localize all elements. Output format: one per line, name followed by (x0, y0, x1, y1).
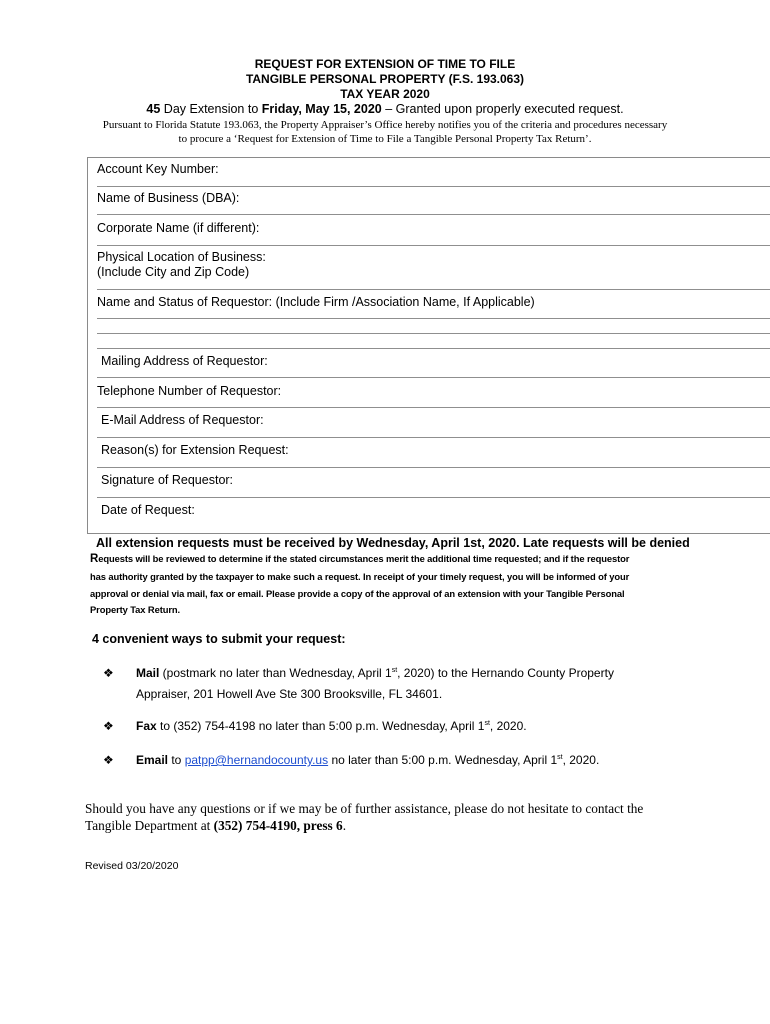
closing-line-2 (85, 817, 643, 834)
contact-phone: (352) 754-4190, press 6 (213, 818, 343, 833)
statute-notice-line-2: to procure a ‘Request for Extension of Time to File a Tangible Personal Property Tax Return’. (178, 133, 592, 145)
mailing-address-label: Mailing Address of Requestor: (101, 354, 268, 368)
review-text-line-1 (90, 551, 629, 567)
corporate-name-field[interactable] (97, 245, 770, 246)
email-method-label: Email (136, 753, 169, 767)
review-drop-letter: R (90, 553, 99, 565)
form-title-line-1: REQUEST FOR EXTENSION OF TIME TO FILE (254, 57, 516, 71)
diamond-bullet-icon: ❖ (103, 719, 114, 733)
extension-days: 45 (146, 102, 161, 116)
corporate-name-label: Corporate Name (if different): (97, 221, 260, 235)
closing-period: . (342, 818, 347, 833)
diamond-bullet-icon: ❖ (103, 753, 114, 767)
review-text-line-4: Property Tax Return. (90, 604, 181, 615)
mail-method-text-b: , 2020) to the Hernando County Property (397, 666, 614, 680)
fax-method-label: Fax (136, 719, 157, 733)
requestor-name-label: Name and Status of Requestor: (Include Firm /Association Name, If Applicable) (97, 295, 535, 309)
business-name-field[interactable] (97, 214, 770, 215)
closing-paragraph (85, 800, 643, 834)
email-address-link[interactable]: patpp@hernandocounty.us (184, 753, 329, 767)
extension-tail: – Granted upon properly executed request. (381, 102, 624, 116)
review-text-line-3: approval or denial via mail, fax or email. Please provide a copy of the approval of an extension with your Tangible Personal (90, 588, 625, 599)
form-title-line-2: TANGIBLE PERSONAL PROPERTY (F.S. 193.063) (245, 72, 525, 86)
extension-text: Day Extension to (160, 102, 262, 116)
email-method-line (136, 750, 599, 771)
reasons-field[interactable] (97, 467, 770, 468)
submission-methods-title: 4 convenient ways to submit your request: (92, 632, 346, 646)
deadline-notice: All extension requests must be received by Wednesday, April 1st, 2020. Late requests will be denied (96, 536, 690, 550)
review-line-1-rest: equests will be reviewed to determine if the stated circumstances merit the additional time requested; and if the requestor (98, 553, 630, 564)
account-key-label: Account Key Number: (97, 162, 219, 176)
fax-method-line (136, 716, 527, 737)
requestor-name-field-line-2[interactable] (97, 333, 770, 334)
mail-method-line-1 (136, 663, 614, 684)
fax-method-text-a: to (352) 754-4198 no later than 5:00 p.m. Wednesday, April 1 (156, 719, 485, 733)
signature-label: Signature of Requestor: (101, 473, 234, 487)
extension-deadline-line (0, 102, 770, 117)
requestor-name-field-line-1[interactable] (97, 318, 770, 319)
mail-method-text-a: (postmark no later than Wednesday, April 1 (159, 666, 392, 680)
fax-method-text-b: , 2020. (489, 719, 527, 733)
mail-method-sup: st (391, 667, 398, 674)
closing-line-2-text: Tangible Department at (85, 818, 214, 833)
review-text-line-2: has authority granted by the taxpayer to make such a request. In receipt of your timely request, you will be informed of your (90, 571, 630, 582)
email-field[interactable] (97, 437, 770, 438)
business-name-label: Name of Business (DBA): (97, 191, 240, 205)
telephone-field[interactable] (97, 407, 770, 408)
physical-location-field[interactable] (97, 289, 770, 290)
telephone-label: Telephone Number of Requestor: (97, 384, 282, 398)
requestor-name-field-line-3[interactable] (97, 348, 770, 349)
mailing-address-field[interactable] (97, 377, 770, 378)
diamond-bullet-icon: ❖ (103, 666, 114, 680)
email-method-to: to (168, 753, 185, 767)
email-label: E-Mail Address of Requestor: (101, 413, 264, 427)
mail-method-line-2: Appraiser, 201 Howell Ave Ste 300 Brooksville, FL 34601. (136, 687, 443, 701)
account-key-field[interactable] (97, 186, 770, 187)
email-method-text-b: , 2020. (562, 753, 600, 767)
revision-date: Revised 03/20/2020 (85, 860, 179, 872)
statute-notice-line-1: Pursuant to Florida Statute 193.063, the Property Appraiser’s Office hereby notifies you of the criteria and procedures necessary (102, 119, 668, 131)
email-method-sup: st (557, 754, 563, 761)
request-form-box (87, 157, 770, 534)
physical-location-label: Physical Location of Business: (97, 250, 266, 264)
reasons-label: Reason(s) for Extension Request: (101, 443, 289, 457)
extension-date: Friday, May 15, 2020 (261, 102, 382, 116)
date-label: Date of Request: (101, 503, 195, 517)
form-title-tax-year: TAX YEAR 2020 (340, 87, 430, 101)
fax-method-sup: st (484, 720, 490, 727)
email-method-text-a: no later than 5:00 p.m. Wednesday, April 1 (328, 753, 558, 767)
mail-method-label: Mail (136, 666, 160, 680)
closing-line-1: Should you have any questions or if we may be of further assistance, please do not hesitate to contact the (85, 801, 644, 816)
physical-location-hint: (Include City and Zip Code) (97, 265, 250, 279)
signature-field[interactable] (97, 497, 770, 498)
